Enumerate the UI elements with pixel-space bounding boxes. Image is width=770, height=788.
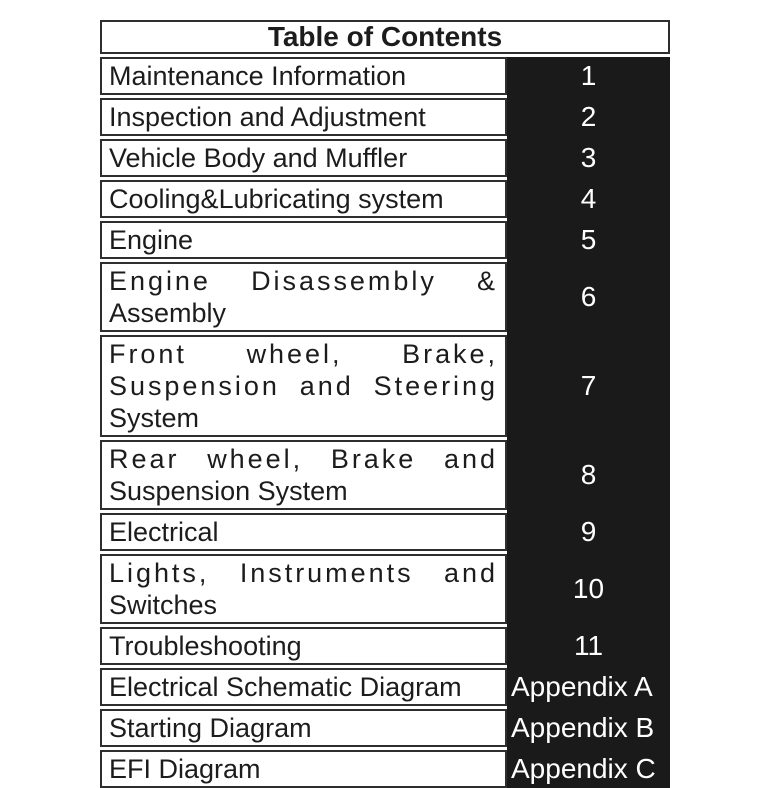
toc-entry-line: Assembly (109, 298, 227, 328)
toc-entry-line: Troubleshooting (109, 631, 302, 661)
toc-row (100, 554, 670, 624)
toc-entry-page: Appendix C (511, 753, 656, 784)
toc-row (100, 262, 670, 332)
toc-title: Table of Contents (100, 20, 670, 54)
toc-entry-page: 2 (580, 101, 597, 132)
toc-row (100, 513, 670, 551)
toc-entry-title (100, 335, 507, 437)
toc-entry-title (100, 221, 507, 259)
toc-entry-line: Engine Disassembly & (109, 266, 498, 296)
toc-entry-page: 9 (580, 516, 597, 547)
toc-entry-line: Front wheel, Brake, (109, 339, 498, 369)
toc-entry-line: EFI Diagram (109, 754, 261, 784)
toc-entry-title (100, 57, 507, 95)
toc-entry-line: Suspension and Steering (109, 371, 498, 401)
toc-entry-page: 10 (572, 573, 605, 604)
toc-entry-title (100, 750, 507, 788)
toc-row (100, 180, 670, 218)
toc-entry-line: Cooling&Lubricating system (109, 184, 444, 214)
toc-entry-title (100, 139, 507, 177)
toc-entry-page: 5 (580, 224, 597, 255)
toc-entry-title (100, 513, 507, 551)
toc-body (100, 57, 670, 788)
toc-row (100, 627, 670, 665)
toc-entry-line: Electrical (109, 517, 219, 547)
toc-entry-line: Rear wheel, Brake and (109, 444, 498, 474)
toc-row (100, 750, 670, 788)
toc-entry-title (100, 554, 507, 624)
table-of-contents (100, 20, 670, 788)
toc-row (100, 57, 670, 95)
toc-entry-line: Starting Diagram (109, 713, 312, 743)
toc-row (100, 709, 670, 747)
toc-entry-title (100, 180, 507, 218)
toc-entry-line: Lights, Instruments and (109, 558, 498, 588)
toc-entry-line: System (109, 403, 200, 433)
toc-entry-line: Engine (109, 225, 194, 255)
toc-row (100, 98, 670, 136)
toc-entry-line: Inspection and Adjustment (109, 102, 426, 132)
toc-entry-page: 1 (580, 60, 597, 91)
toc-entry-title (100, 627, 507, 665)
toc-entry-line: Switches (109, 590, 218, 620)
toc-row (100, 440, 670, 510)
toc-entry-title (100, 440, 507, 510)
toc-row (100, 335, 670, 437)
toc-entry-line: Suspension System (109, 476, 348, 506)
toc-entry-page: 4 (580, 183, 597, 214)
toc-entry-page: 6 (580, 281, 597, 312)
toc-entry-page: 7 (580, 370, 597, 401)
toc-row (100, 139, 670, 177)
toc-entry-title (100, 668, 507, 706)
toc-entry-page: Appendix B (511, 712, 655, 743)
toc-entry-line: Electrical Schematic Diagram (109, 672, 462, 702)
toc-entry-line: Vehicle Body and Muffler (109, 143, 408, 173)
toc-row (100, 668, 670, 706)
toc-entry-page: 8 (580, 459, 597, 490)
toc-entry-title (100, 98, 507, 136)
toc-entry-title (100, 709, 507, 747)
toc-entry-page: 11 (573, 630, 604, 661)
toc-entry-title (100, 262, 507, 332)
toc-row (100, 221, 670, 259)
toc-entry-page: 3 (580, 142, 597, 173)
toc-entry-page: Appendix A (511, 671, 653, 702)
toc-entry-line: Maintenance Information (109, 61, 407, 91)
